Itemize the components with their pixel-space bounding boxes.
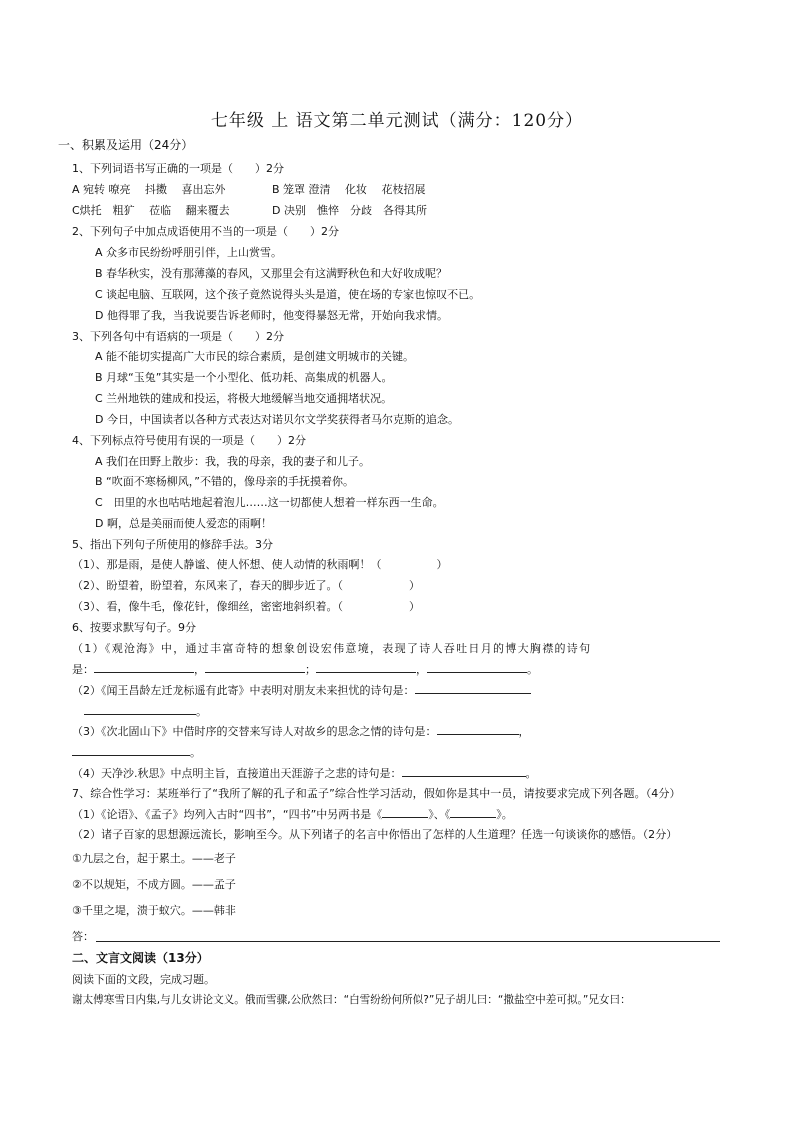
q3-stem: 3、下列各句中有语病的一项是（ ）2分 <box>72 330 284 343</box>
punct: 。 <box>525 767 537 780</box>
q6-part4-text: （4）天净沙.秋思》中点明主旨，直接道出天涯游子之悲的诗句是： <box>72 767 402 780</box>
q3-option-c: C 兰州地铁的建成和投运，将极大地缓解当地交通拥堵状况。 <box>95 392 393 405</box>
q6-part1-line1: （1）《观沧海》中，通过丰富奇特的想象创设宏伟意境，表现了诗人吞吐日月的博大胸襟的诗句 <box>72 642 592 655</box>
q6-blank-8[interactable] <box>72 744 190 756</box>
q6-stem: 6、按要求默写句子。9分 <box>72 621 196 634</box>
q4-option-d: D 啊，总是美丽而使人爱恋的雨啊！ <box>95 517 272 530</box>
q6-part1-lead: 是： <box>72 663 94 676</box>
q6-blank-2[interactable] <box>205 661 305 673</box>
q7-quote-2: ②不以规矩，不成方圆。——孟子 <box>72 878 236 891</box>
q7-quote-3: ③千里之堤，溃于蚁穴。——韩非 <box>72 904 236 917</box>
q7-answer-label: 答： <box>72 930 94 943</box>
punct: 。 <box>190 746 201 759</box>
q4-option-c: C 田里的水也咕咕地起着泡儿……这一切都使人想着一样东西一生命。 <box>95 496 444 509</box>
section2-intro: 阅读下面的文段，完成习题。 <box>72 973 215 986</box>
punct: 》、《 <box>428 808 451 821</box>
q4-stem: 4、下列标点符号使用有误的一项是（ ）2分 <box>72 434 306 447</box>
q6-blank-7[interactable] <box>437 723 519 735</box>
q6-blank-5[interactable] <box>415 682 531 694</box>
q3-option-d: D 今日，中国读者以各种方式表达对诺贝尔文学奖获得者马尔克斯的追念。 <box>95 413 459 426</box>
q2-option-a: A 众多市民纷纷呼朋引伴，上山赏雪。 <box>95 246 283 259</box>
q4-option-a: A 我们在田野上散步：我，我的母亲，我的妻子和儿子。 <box>95 455 371 468</box>
q6-part1-line2 <box>72 661 538 677</box>
q3-option-a: A 能不能切实提高广大市民的综合素质，是创建文明城市的关键。 <box>95 350 415 363</box>
q6-part4 <box>72 765 537 781</box>
punct: ； <box>305 663 316 676</box>
q5-sentence-3: （3）、看，像牛毛，像花针，像细丝，密密地斜织着。（ ） <box>72 600 420 613</box>
q6-part2-line2 <box>84 703 207 719</box>
q2-option-c: C 谈起电脑、互联网，这个孩子竟然说得头头是道，使在场的专家也惊叹不已。 <box>95 288 481 301</box>
section2-passage: 谢太傅寒雪日内集,与儿女讲论文义。俄而雪骤,公欣然曰：“白雪纷纷何所似?”兄子胡儿曰：“撒盐空中差可拟。”兄女曰： <box>72 994 631 1006</box>
q2-option-d: D 他得罪了我，当我说要告诉老师时，他变得暴怒无常，开始向我求情。 <box>95 309 448 322</box>
punct: 。 <box>196 705 207 718</box>
q6-blank-6[interactable] <box>84 703 196 715</box>
q7-part2: （2）诸子百家的思想源远流长，影响至今。从下列诸子的名言中你悟出了怎样的人生道理？任选一句谈谈你的感悟。（2分） <box>72 828 678 841</box>
q6-blank-1[interactable] <box>94 661 194 673</box>
q5-sentence-2: （2）、盼望着，盼望着，东风来了，春天的脚步近了。（ ） <box>72 579 420 592</box>
punct: ， <box>518 725 530 738</box>
q1-option-b: B 笼罩 澄清 化妆 花枝招展 <box>272 183 426 196</box>
punct: ， <box>194 663 205 676</box>
q1-option-c: C烘托 粗犷 莅临 翻来覆去 <box>72 204 230 217</box>
q2-option-b: B 春华秋实，没有那薄藻的春风，又那里会有这满野秋色和大好收成呢？ <box>95 267 448 280</box>
q1-option-a: A 宛转 嘹亮 抖擞 喜出忘外 <box>72 183 226 196</box>
q7-part1-text: （1）《论语》、《孟子》均列入古时“四书”，“四书”中另两书是《 <box>72 808 383 821</box>
q7-answer-line[interactable] <box>96 941 720 942</box>
q3-option-b: B 月球“玉兔”其实是一个小型化、低功耗、高集成的机器人。 <box>95 371 393 384</box>
q2-stem: 2、下列句子中加点成语使用不当的一项是（ ）2分 <box>72 225 339 238</box>
q7-blank-1[interactable] <box>382 806 428 818</box>
q1-option-d: D 决别 憔悴 分歧 各得其所 <box>272 204 427 217</box>
punct: ， <box>416 663 427 676</box>
punct: 。 <box>527 663 538 676</box>
q6-part3-text: （3）《次北固山下》中借时序的交替来写诗人对故乡的思念之情的诗句是： <box>72 725 437 738</box>
q6-blank-9[interactable] <box>402 765 526 777</box>
section2-heading: 二、文言文阅读（13分） <box>72 951 209 965</box>
section1-heading: 一、积累及运用（24分） <box>58 138 194 152</box>
q6-part3-line1 <box>72 723 530 739</box>
q1-stem: 1、下列词语书写正确的一项是（ ）2分 <box>72 162 284 175</box>
q6-blank-3[interactable] <box>316 661 416 673</box>
q7-stem: 7、综合性学习：某班举行了“我所了解的孔子和孟子”综合性学习活动，假如你是其中一员，请按要求完成下列各题。（4分） <box>72 787 681 800</box>
page-title: 七年级 上 语文第二单元测试（满分：120分） <box>210 111 584 131</box>
q5-stem: 5、指出下列句子所使用的修辞手法。3分 <box>72 538 273 551</box>
q7-blank-2[interactable] <box>450 806 496 818</box>
q6-part3-line2 <box>72 744 201 760</box>
punct: 》。 <box>496 808 513 821</box>
q7-part1 <box>72 806 513 822</box>
q6-part2-line1 <box>72 682 531 698</box>
q4-option-b: B “吹面不寒杨柳风，”不错的，像母亲的手抚摸着你。 <box>95 475 354 488</box>
q7-quote-1: ①九层之台，起于累土。——老子 <box>72 852 236 865</box>
q6-blank-4[interactable] <box>427 661 527 673</box>
q5-sentence-1: （1）、那是雨，是使人静谧、使人怀想、使人动情的秋雨啊！（ ） <box>72 558 448 571</box>
q6-part2-text: （2）《闻王昌龄左迁龙标遥有此寄》中表明对朋友未来担忧的诗句是： <box>72 684 415 697</box>
